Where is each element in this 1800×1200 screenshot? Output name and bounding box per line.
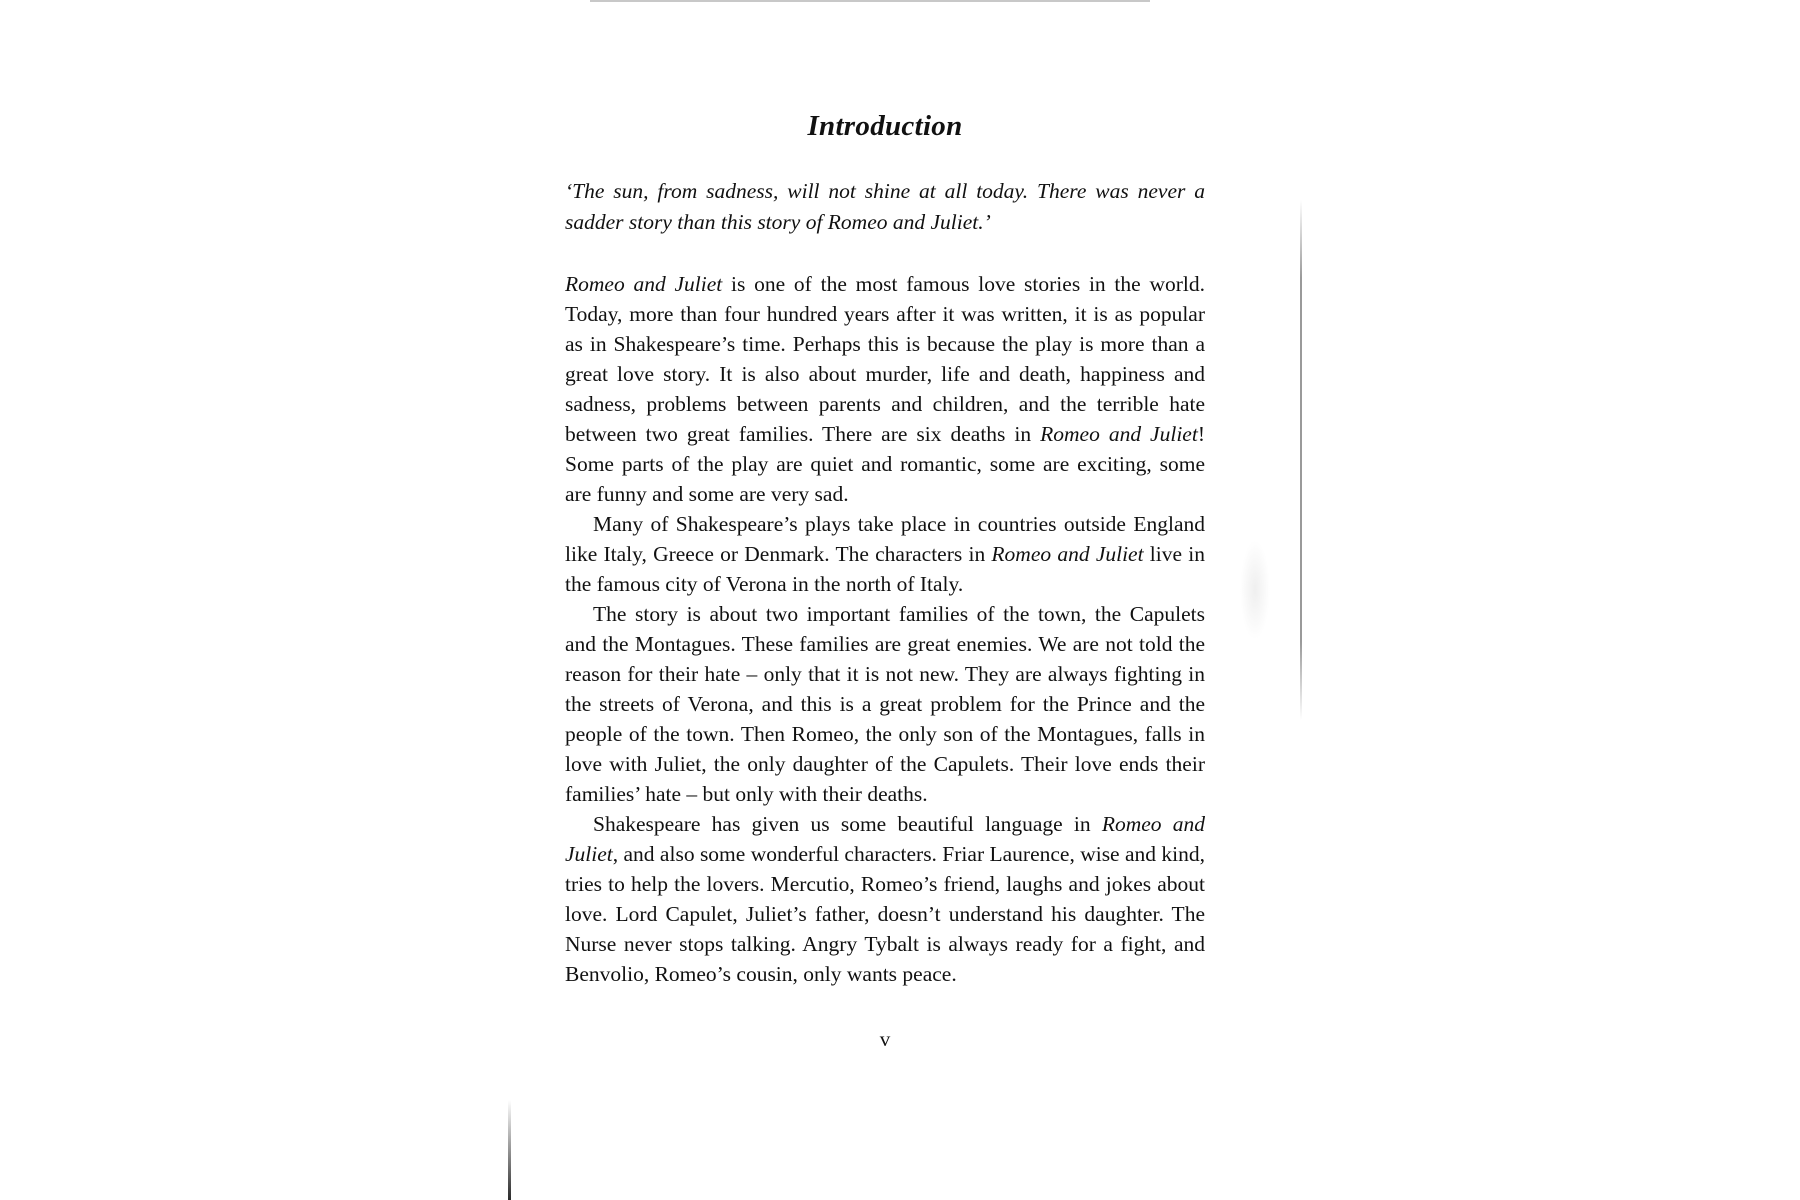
paragraph-1 [565,269,1205,509]
scan-right-edge [1300,200,1302,720]
paragraph-text: is one of the most famous love stories in the world. Today, more than four hundred years after it was written, it is as popular as in Shakespeare’s time. Perhaps this is because the play is more than a great love story. It is also about murder, life and death, happiness and sadness, problems between parents and children, and the terrible hate between two great families. There are six deaths in [565,272,1205,446]
paragraph-text: live in the famous city of Verona in the north of Italy. [565,542,1205,596]
paragraph-text: Shakespeare has given us some beautiful language in [593,812,1102,836]
body-text [565,269,1205,989]
paragraph-text: ! Some parts of the play are quiet and romantic, some are exciting, some are funny and some are very sad. [565,422,1205,506]
paragraph-4 [565,809,1205,989]
epigraph-quote: ‘The sun, from sadness, will not shine at all today. There was never a sadder story than this story of Romeo and Juliet.’ [565,179,1205,234]
scan-shadow [1240,540,1270,640]
page-number: v [879,1027,891,1051]
scan-top-edge [590,0,1150,2]
book-page [565,100,1205,1052]
paragraph-2 [565,509,1205,599]
paragraph-text: Many of Shakespeare’s plays take place in countries outside England like Italy, Greece or Denmark. The characters in [565,512,1205,566]
play-title: Romeo and Juliet [991,542,1144,566]
chapter-title: Introduction [807,110,963,142]
play-title: Romeo and Juliet [565,812,1205,866]
paragraph-3: The story is about two important families of the town, the Capulets and the Montagues. These families are great enemies. We are not told the reason for their hate – only that it is not new. They are always fighting in the streets of Verona, and this is a great problem for the Prince and the people of the town. Then Romeo, the only son of the Montagues, falls in love with Juliet, the only daughter of the Capulets. Their love ends their families’ hate – but only with their deaths. [565,602,1205,806]
paragraph-text: , and also some wonderful characters. Friar Laurence, wise and kind, tries to help the lovers. Mercutio, Romeo’s friend, laughs and jokes about love. Lord Capulet, Juliet’s father, doesn’t understand his daughter. The Nurse never stops talking. Angry Tybalt is always ready for a fight, and Benvolio, Romeo’s cousin, only wants peace. [565,842,1205,986]
scan-left-edge [508,1100,511,1200]
play-title: Romeo and Juliet [565,272,723,296]
play-title: Romeo and Juliet [1040,422,1198,446]
